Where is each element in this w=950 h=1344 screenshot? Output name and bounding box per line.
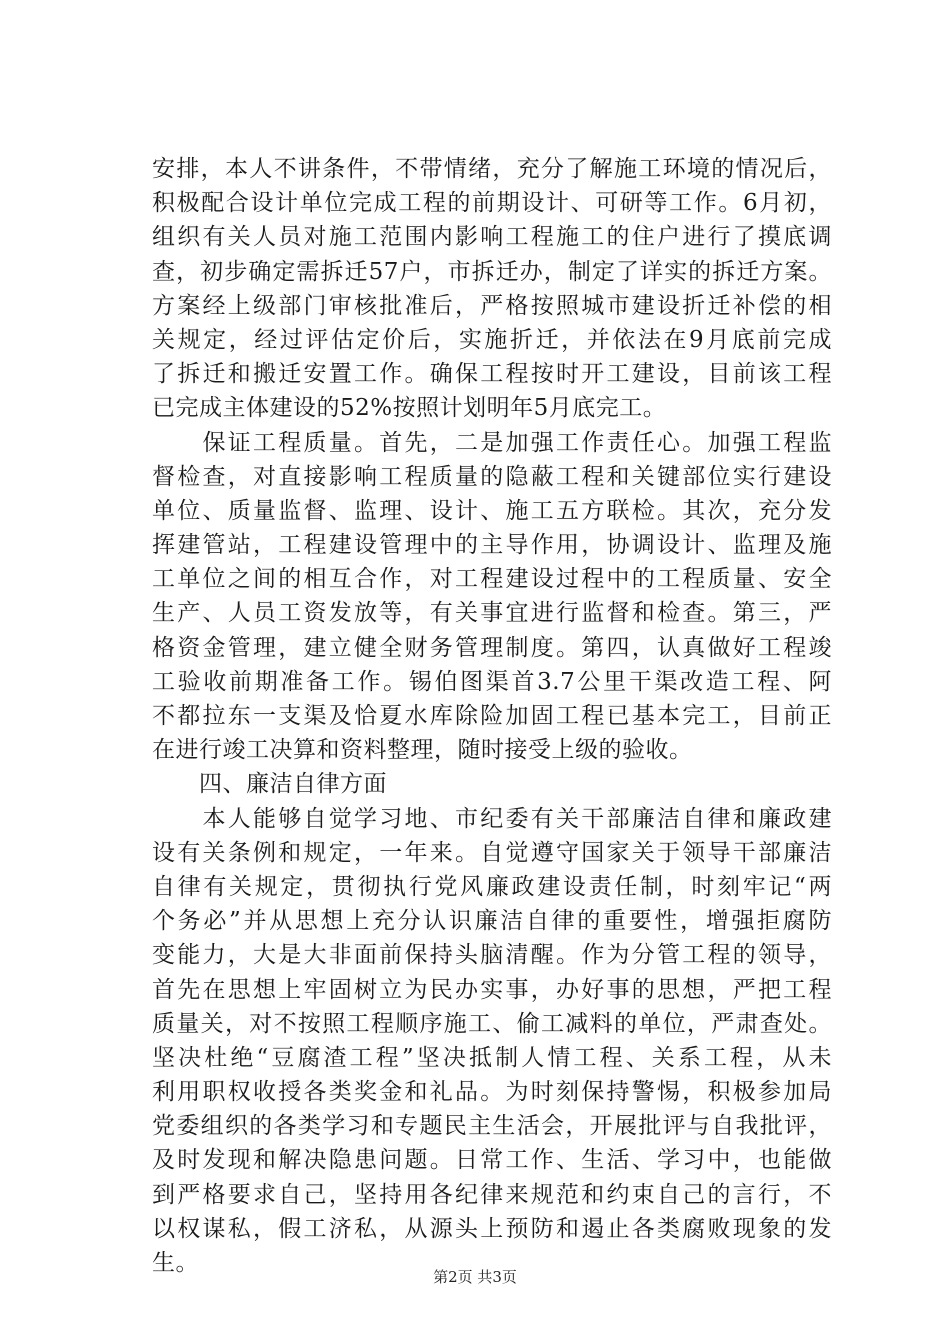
text-line: 了拆迁和搬迁安置工作。确保工程按时开工建设，目前该工程 <box>152 361 832 388</box>
document-body <box>152 152 832 1280</box>
text-line: 党委组织的各类学习和专题民主生活会，开展批评与自我批评， <box>152 1113 832 1140</box>
text-line: 个务必”并从思想上充分认识廉洁自律的重要性，增强拒腐防 <box>152 908 832 935</box>
text-line: 首先在思想上牢固树立为民办实事，办好事的思想，严把工程 <box>152 976 832 1003</box>
text-line: 关规定，经过评估定价后，实施折迁，并依法在9月底前完成 <box>152 326 832 353</box>
text-line: 安排，本人不讲条件，不带情绪，充分了解施工环境的情况后， <box>152 156 832 182</box>
text-line: 利用职权收授各类奖金和礼品。为时刻保持警惕，积极参加局 <box>152 1079 832 1106</box>
text-line: 查，初步确定需拆迁57户，市拆迁办，制定了详实的拆迁方案。 <box>152 258 832 285</box>
text-line: 四、廉洁自律方面 <box>152 771 387 798</box>
text-line: 在进行竣工决算和资料整理，随时接受上级的验收。 <box>152 737 693 764</box>
text-line: 生。 <box>152 1250 199 1276</box>
text-line: 方案经上级部门审核批准后，严格按照城市建设折迁补偿的相 <box>152 292 832 319</box>
text-line: 自律有关规定，贯彻执行党风廉政建设责任制，时刻牢记“两 <box>152 873 832 900</box>
text-line: 挥建管站，工程建设管理中的主导作用，协调设计、监理及施 <box>152 532 832 559</box>
text-line: 到严格要求自己，坚持用各纪律来规范和约束自己的言行，不 <box>152 1181 832 1208</box>
text-line: 积极配合设计单位完成工程的前期设计、可研等工作。6月初， <box>152 190 832 217</box>
text-line: 格资金管理，建立健全财务管理制度。第四，认真做好工程竣 <box>152 634 832 661</box>
text-line: 督检查，对直接影响工程质量的隐蔽工程和关键部位实行建设 <box>152 463 832 490</box>
text-line: 工单位之间的相互合作，对工程建设过程中的工程质量、安全 <box>152 566 832 593</box>
text-line: 及时发现和解决隐患问题。日常工作、生活、学习中，也能做 <box>152 1147 832 1174</box>
text-line: 以权谋私，假工济私，从源头上预防和遏止各类腐败现象的发 <box>152 1215 832 1242</box>
text-line: 本人能够自觉学习地、市纪委有关干部廉洁自律和廉政建 <box>152 805 832 832</box>
text-line: 变能力，大是大非面前保持头脑清醒。作为分管工程的领导， <box>152 942 832 969</box>
text-line: 坚决杜绝“豆腐渣工程”坚决抵制人情工程、关系工程，从未 <box>152 1044 832 1071</box>
text-line: 保证工程质量。首先，二是加强工作责任心。加强工程监 <box>152 429 832 456</box>
text-line: 不都拉东一支渠及恰夏水库除险加固工程已基本完工，目前正 <box>152 703 832 729</box>
text-line: 生产、人员工资发放等，有关事宜进行监督和检查。第三，严 <box>152 600 832 627</box>
text-line: 已完成主体建设的52%按照计划明年5月底完工。 <box>152 395 667 422</box>
text-line: 工验收前期准备工作。锡伯图渠首3.7公里干渠改造工程、阿 <box>152 668 832 695</box>
text-line: 单位、质量监督、监理、设计、施工五方联检。其次，充分发 <box>152 497 832 524</box>
text-line: 质量关，对不按照工程顺序施工、偷工减料的单位，严肃查处。 <box>152 1010 832 1037</box>
text-line: 设有关条例和规定，一年来。自觉遵守国家关于领导干部廉洁 <box>152 839 832 866</box>
page-footer: 第2页 共3页 <box>433 1268 517 1286</box>
text-line: 组织有关人员对施工范围内影响工程施工的住户进行了摸底调 <box>152 224 832 251</box>
